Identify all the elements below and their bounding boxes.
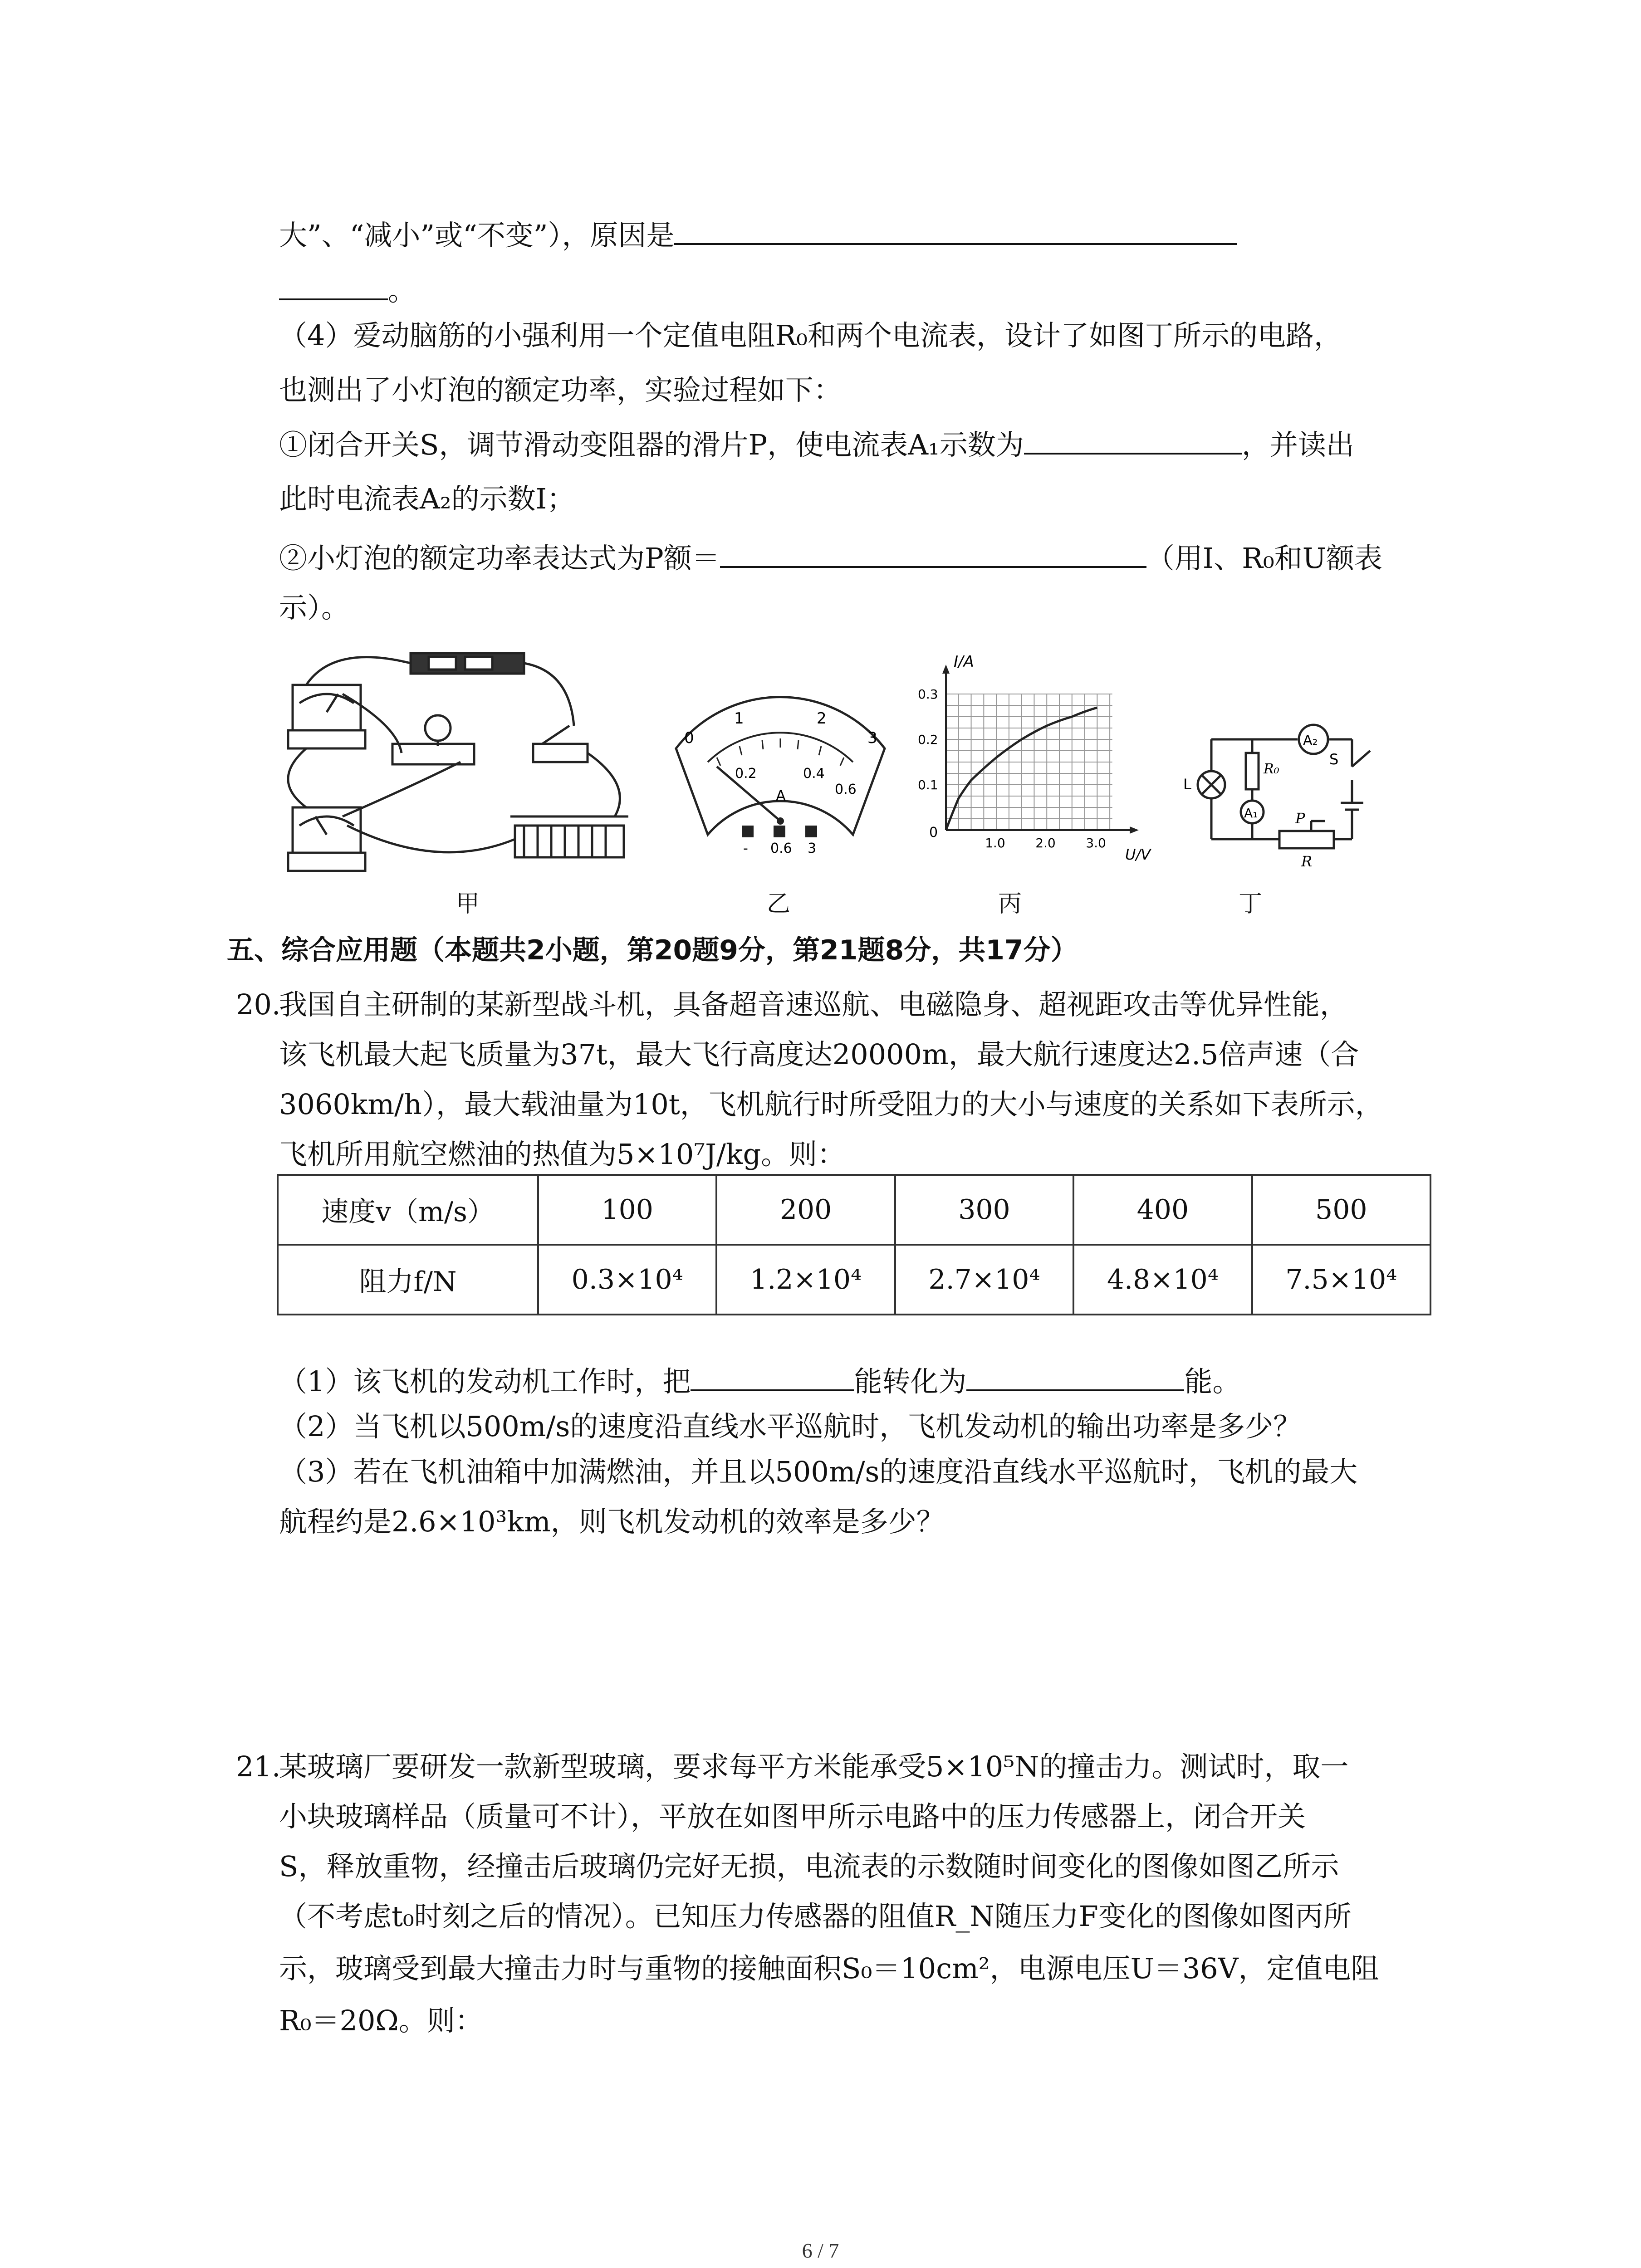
figure-jia-apparatus [279,635,651,880]
q19-line1-text: 大”、“减小”或“不变”），原因是 [279,219,675,252]
meter-top-0: 0 [684,729,694,747]
q20-sub3-line2: 航程约是2.6×10³km，则飞机发动机的效率是多少？ [279,1505,945,1538]
label-l: L [1183,776,1191,793]
part4-text-1: （4）爱动脑筋的小强利用一个定值电阻R₀和两个电流表，设计了如图丁所示的电路， [279,319,1342,352]
y-axis-arrow [942,665,950,674]
q20-sub3-line1: （3）若在飞机油箱中加满燃油，并且以500m/s的速度沿直线水平巡航时，飞机的最大 [279,1455,1358,1488]
table-header-speed: 速度v（m/s） [278,1175,538,1245]
y-tick-label: 0.2 [918,732,938,747]
step1-text-b: ，并读出 [1241,428,1354,461]
x-tick-label: 2.0 [1035,836,1056,850]
q20-sub2: （2）当飞机以500m/s的速度沿直线水平巡航时，飞机发动机的输出功率是多少？ [279,1410,1302,1443]
meter-unit: A [776,787,786,804]
energy-to-blank[interactable] [966,1363,1184,1391]
terminal-3: 3 [808,841,817,856]
q20-line3: 3060km/h），最大载油量为10t，飞机航行时所受阻力的大小与速度的关系如下表所示， [279,1088,1383,1121]
q19-step1-line2 [279,481,575,517]
table-header-drag: 阻力f/N [278,1245,538,1315]
caption-yi: 乙 [767,890,791,918]
q21-line5: 示，玻璃受到最大撞击力时与重物的接触面积S₀＝10cm²，电源电压U＝36V，定值电阻 [279,1952,1379,1985]
graph-axes [942,665,1139,834]
q21-line3: S，释放重物，经撞击后玻璃仍完好无损，电流表的示数随时间变化的图像如图乙所示 [279,1850,1339,1883]
graph-ylabel: I/A [954,653,974,671]
table-row-speed [278,1175,1430,1245]
table-row-drag [278,1245,1430,1315]
label-a2: A₂ [1303,733,1318,748]
label-s: S [1329,751,1339,768]
caption-bing: 丙 [998,890,1022,918]
q21-number: 21. [236,1750,281,1783]
table-cell: 300 [895,1175,1073,1245]
sub1-text-b: 能转化为 [854,1365,967,1398]
y-tick-label: 0.3 [918,687,938,702]
meter-bottom-0.6: 0.6 [835,782,857,797]
graph-grid [946,694,1112,830]
table-cell: 200 [716,1175,895,1245]
speed-drag-table [277,1174,1431,1315]
sub1-text-a: （1）该飞机的发动机工作时，把 [279,1365,691,1398]
section5-heading: 五、综合应用题（本题共2小题，第20题9分，第21题8分，共17分） [227,934,1078,966]
reason-answer-blank-cont[interactable] [279,272,388,300]
table-cell: 100 [538,1175,716,1245]
q21-line1: 某玻璃厂要研发一款新型玻璃，要求每平方米能承受5×10⁵N的撞击力。测试时，取一 [279,1750,1349,1783]
q19-part4-line2 [279,372,842,408]
meter-top-2: 2 [817,709,827,728]
x-tick-label: 1.0 [985,836,1005,850]
step2-text-a: ②小灯泡的额定功率表达式为P额＝ [279,542,720,575]
graph-origin: 0 [929,825,938,841]
page-number: 6 / 7 [802,2239,839,2262]
label-p: P [1295,810,1305,827]
meter-bottom-0.4: 0.4 [803,766,825,782]
label-r0: R₀ [1264,761,1279,777]
step2-text-line2: 示）。 [279,591,350,624]
x-axis-arrow [1130,826,1139,834]
step2-text-b: （用I、R₀和U额表 [1146,542,1382,575]
q21-line6: R₀＝20Ω。则： [279,2004,483,2037]
q19-line2-text: 。 [388,274,416,307]
sub1-text-c: 能。 [1184,1365,1241,1398]
caption-jia: 甲 [456,890,480,918]
power-expression-blank[interactable] [720,540,1146,568]
figure-bing-iu-graph [912,649,1166,866]
table-cell: 500 [1252,1175,1430,1245]
table-cell: 1.2×10⁴ [716,1245,895,1315]
reason-answer-blank[interactable] [674,217,1237,245]
q20-number: 20. [236,988,281,1021]
q19-line2 [279,272,416,309]
terminal-0.6: 0.6 [770,841,792,856]
step1-text-line2: 此时电流表A₂的示数I； [279,482,575,515]
table-cell: 400 [1073,1175,1252,1245]
figure-yi-ammeter [667,689,894,862]
meter-top-1: 1 [734,709,744,728]
q20-line1: 我国自主研制的某新型战斗机，具备超音速巡航、电磁隐身、超视距攻击等优异性能， [279,988,1348,1021]
q21-line4: （不考虑t₀时刻之后的情况）。已知压力传感器的阻值R_N随压力F变化的图像如图丙所 [279,1900,1352,1933]
table-cell: 0.3×10⁴ [538,1245,716,1315]
table-cell: 4.8×10⁴ [1073,1245,1252,1315]
step1-text-a: ①闭合开关S，调节滑动变阻器的滑片P，使电流表A₁示数为 [279,428,1024,461]
energy-from-blank[interactable] [691,1363,854,1391]
figure-ding-schematic [1161,708,1397,885]
label-a1: A₁ [1244,806,1258,821]
q21-line2: 小块玻璃样品（质量可不计），平放在如图甲所示电路中的压力传感器上，闭合开关 [279,1800,1306,1833]
terminal-neg: - [743,841,748,856]
q19-step2 [279,540,1382,577]
caption-ding: 丁 [1239,890,1263,918]
q19-line1 [279,217,1237,254]
a1-reading-blank[interactable] [1024,426,1242,455]
q19-step2-line2 [279,590,349,626]
q20-line4: 飞机所用航空燃油的热值为5×10⁷J/kg。则： [279,1138,846,1171]
part4-text-2: 也测出了小灯泡的额定功率，实验过程如下： [279,373,842,406]
meter-bottom-0.2: 0.2 [735,766,757,782]
table-cell: 7.5×10⁴ [1252,1245,1430,1315]
q19-step1 [279,426,1354,463]
x-tick-label: 3.0 [1086,836,1106,850]
y-tick-label: 0.1 [918,777,938,792]
meter-top-3: 3 [867,729,877,747]
table-cell: 2.7×10⁴ [895,1245,1073,1315]
label-r: R [1301,853,1313,870]
graph-xlabel: U/V [1125,846,1151,863]
q19-part4-line1 [279,318,1342,354]
q20-line2: 该飞机最大起飞质量为37t，最大飞行高度达20000m，最大航行速度达2.5倍声速（合 [279,1038,1359,1071]
q20-sub1 [279,1363,1240,1400]
